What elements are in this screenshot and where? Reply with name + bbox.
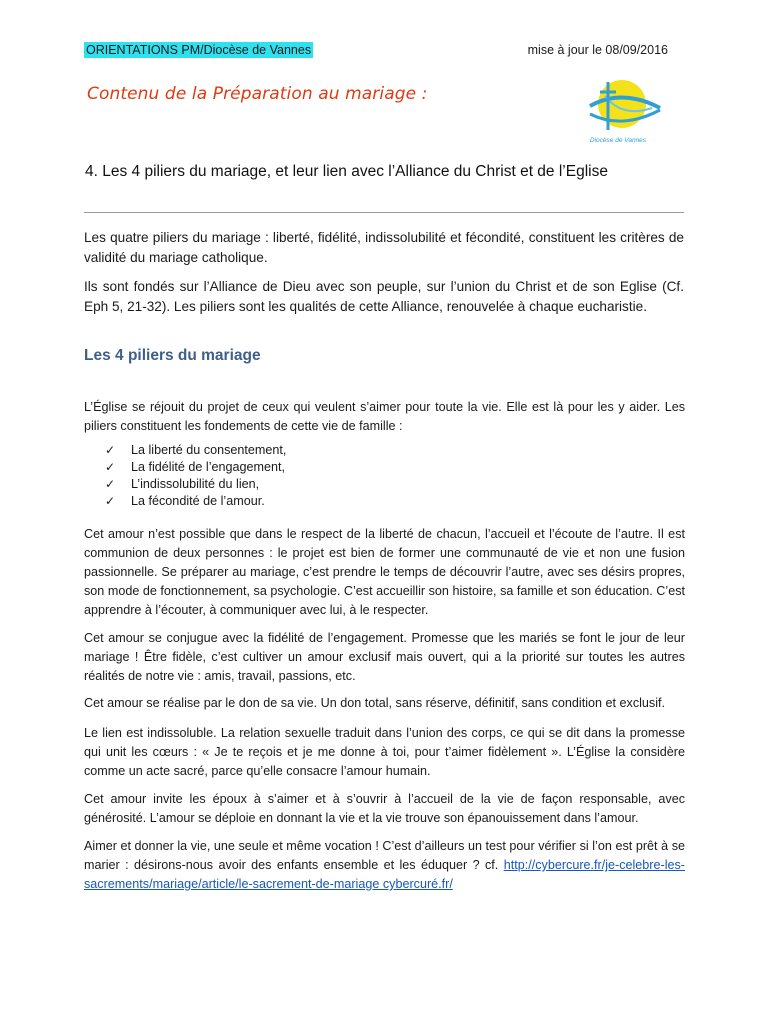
checkmark-icon: ✓ [105, 494, 116, 508]
divider [84, 212, 684, 213]
body-paragraph-5: Le lien est indissoluble. La relation sexuelle traduit dans l’union des corps, ce qui se dit dans la promesse qui unit les cœurs : « Je te reçois et je me donne à toi, pour t’aimer fidèlement ». L’Église la considère comme un acte sacré, parce qu’elle consacre l’amour humain. [84, 726, 685, 778]
section-heading: Contenu de la Préparation au mariage : [87, 84, 428, 104]
cybercure-link[interactable]: http://cybercure.fr/je-celebre-les-sacrements/mariage/article/le-sacrement-de-mariage cybercuré.fr/ [84, 858, 685, 891]
intro-paragraph-1: Les quatre piliers du mariage : liberté, fidélité, indissolubilité et fécondité, constituent les critères de validité du mariage catholique. [84, 230, 684, 265]
checkmark-icon: ✓ [105, 443, 116, 457]
header-organization: ORIENTATIONS PM/Diocèse de Vannes [86, 43, 312, 57]
header-update-date: mise à jour le 08/09/2016 [527, 43, 668, 57]
body-paragraph-3: Cet amour se conjugue avec la fidélité de l’engagement. Promesse que les mariés se font le jour de leur mariage ! Être fidèle, c’est cultiver un amour exclusif mais ouvert, qui a la priorité sur toutes les autres réalités de notre vie : amis, travail, passions, etc. [84, 631, 685, 683]
checkmark-icon: ✓ [105, 477, 116, 491]
chapter-title: 4. Les 4 piliers du mariage, et leur lien avec l’Alliance du Christ et de l’Eglise [85, 163, 608, 180]
body-paragraph-6: Cet amour invite les époux à s’aimer et à s’ouvrir à l’accueil de la vie de façon responsable, avec générosité. L’amour se déploie en donnant la vie et la vie trouve son épanouissement dans l’amour. [84, 792, 685, 825]
body-paragraph-2: Cet amour n’est possible que dans le respect de la liberté de chacun, l’accueil et l’écoute de l’autre. Il est communion de deux personnes : le projet est bien de former une communauté de vie et non une fusion passionnelle. Se préparer au mariage, c’est prendre le temps de découvrir l’autre, avec ses désirs propres, son mode de fonctionnement, sa psychologie. C’est accueillir son histoire, sa famille et son éducation. C’est apprendre à l’écouter, à communiquer avec lui, à le respecter. [84, 527, 685, 617]
checkmark-icon: ✓ [105, 460, 116, 474]
body-paragraph-1: L’Église se réjouit du projet de ceux qui veulent s’aimer pour toute la vie. Elle est là pour les y aider. Les piliers constituent les fondements de cette vie de famille : [84, 400, 685, 433]
list-item: ✓ L’indissolubilité du lien, [105, 477, 260, 491]
diocese-logo [560, 78, 680, 150]
list-item: ✓ La fécondité de l’amour. [105, 494, 265, 508]
list-item: ✓ La liberté du consentement, [105, 443, 287, 457]
body-paragraph-4: Cet amour se réalise par le don de sa vie. Un don total, sans réserve, définitif, sans condition et exclusif. [84, 696, 666, 710]
logo-caption: Diocèse de Vannes [589, 137, 647, 144]
pillars-list [105, 442, 286, 510]
subheading: Les 4 piliers du mariage [84, 347, 261, 364]
list-item: ✓ La fidélité de l’engagement, [105, 460, 286, 474]
intro-paragraph-2: Ils sont fondés sur l’Alliance de Dieu avec son peuple, sur l’union du Christ et de son Eglise (Cf. Eph 5, 21-32). Les piliers sont les qualités de cette Alliance, renouvelée à chaque eucharistie. [84, 279, 684, 314]
body-paragraph-7: Aimer et donner la vie, une seule et même vocation ! C’est d’ailleurs un test pour vérifier si l’on est prêt à se marier : désirons-nous avoir des enfants ensemble et les éduquer ? cf. http://cybercure.fr/je-celebre-les-sacrements/mariage/article/le-sacrement-de-mariage cybercuré.fr/ [84, 839, 685, 891]
diocese-logo-icon [560, 78, 680, 150]
